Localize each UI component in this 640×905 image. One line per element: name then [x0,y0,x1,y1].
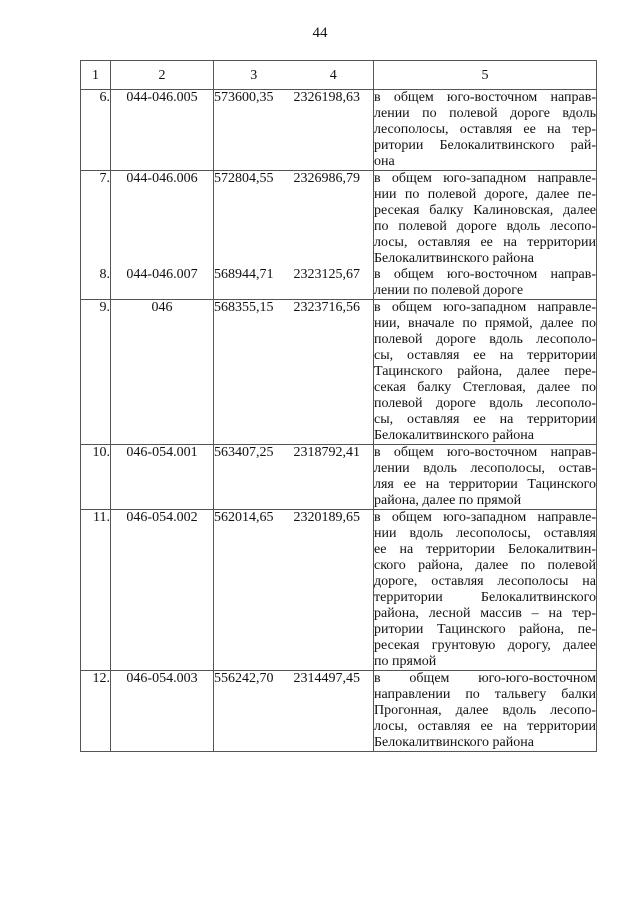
point-code: 044-046.006 [111,171,214,268]
description-line: секая балку Стегловая, далее по [374,380,596,395]
header-col-3: 3 [214,61,294,90]
description-line: дороге, оставляя лесополосы на [374,574,596,589]
header-col-4: 4 [294,61,374,90]
description-line: ритории Тацинского района, пе- [374,622,596,637]
header-col-2: 2 [111,61,214,90]
coordinate-x: 563407,25 [214,445,294,510]
description-line: лосы, оставляя ее на территории [374,235,596,250]
row-number: 8. [81,267,111,300]
description-line: она [374,154,395,169]
route-description [374,510,597,671]
row-number: 12. [81,671,111,752]
boundary-table [80,60,597,752]
coordinate-y: 2326986,79 [294,171,374,268]
table-header-row [81,61,597,90]
point-code: 046-054.003 [111,671,214,752]
coordinate-x: 568944,71 [214,267,294,300]
point-code: 044-046.005 [111,90,214,171]
route-description [374,445,597,510]
row-number: 10. [81,445,111,510]
description-line: в общем юго-восточном направ- [374,267,596,282]
point-code: 046-054.002 [111,510,214,671]
description-line: в общем юго-юго-восточном [374,671,596,686]
coordinate-y: 2314497,45 [294,671,374,752]
description-line: Белокалитвинского района [374,428,534,443]
description-line: Тацинского района, далее пере- [374,364,596,379]
route-description [374,267,597,300]
description-line: в общем юго-западном направле- [374,171,596,186]
route-description [374,300,597,445]
row-number: 11. [81,510,111,671]
table-row [81,171,597,268]
route-description [374,171,597,268]
description-line: ресекая грунтовую дорогу, далее [374,638,596,653]
table-row [81,445,597,510]
description-line: лении по полевой дороге вдоль [374,106,596,121]
coordinate-x: 568355,15 [214,300,294,445]
description-line: нии вдоль лесополосы, оставляя [374,526,596,541]
description-line: в общем юго-западном направле- [374,510,596,525]
description-line: направлении по тальвегу балки [374,687,596,702]
description-line: ляя ее на территории Тацинского [374,477,596,492]
description-line: ритории Белокалитвинского рай- [374,138,596,153]
row-number: 6. [81,90,111,171]
description-line: по прямой [374,654,437,669]
description-line: лении вдоль лесополосы, остав- [374,461,596,476]
description-line: лесополосы, оставляя ее на тер- [374,122,596,137]
description-line: Прогонная, далее вдоль лесопо- [374,703,596,718]
description-line: нии, вначале по прямой, далее по [374,316,596,331]
header-col-1: 1 [81,61,111,90]
table-row [81,510,597,671]
description-line: территории Белокалитвинского [374,590,596,605]
description-line: ского района, далее по полевой [374,558,596,573]
page-number: 44 [312,25,328,41]
route-description [374,671,597,752]
description-line: в общем юго-восточном направ- [374,445,596,460]
point-code: 046-054.001 [111,445,214,510]
table-row [81,671,597,752]
description-line: сы, оставляя ее на территории [374,348,596,363]
coordinate-y: 2318792,41 [294,445,374,510]
coordinate-x: 573600,35 [214,90,294,171]
table-row [81,267,597,300]
point-code: 044-046.007 [111,267,214,300]
description-line: полевой дороге вдоль лесополо- [374,396,596,411]
description-line: по полевой дороге вдоль лесопо- [374,219,596,234]
table-row [81,300,597,445]
coordinate-y: 2320189,65 [294,510,374,671]
row-number: 9. [81,300,111,445]
point-code: 046 [111,300,214,445]
coordinate-y: 2323716,56 [294,300,374,445]
coordinate-x: 572804,55 [214,171,294,268]
coordinate-y: 2326198,63 [294,90,374,171]
description-line: ресекая балку Калиновская, далее [374,203,596,218]
table-row [81,90,597,171]
description-line: в общем юго-восточном направ- [374,90,596,105]
description-line: лении по полевой дороге [374,283,524,298]
coordinate-y: 2323125,67 [294,267,374,300]
route-description [374,90,597,171]
description-line: в общем юго-западном направле- [374,300,596,315]
coordinate-x: 556242,70 [214,671,294,752]
description-line: района, далее по прямой [374,493,522,508]
description-line: нии по полевой дороге, далее пе- [374,187,596,202]
header-col-5: 5 [374,61,597,90]
description-line: ее на территории Белокалитвин- [374,542,596,557]
description-line: Белокалитвинского района [374,251,534,266]
description-line: лосы, оставляя ее на территории [374,719,596,734]
row-number: 7. [81,171,111,268]
coordinate-x: 562014,65 [214,510,294,671]
description-line: Белокалитвинского района [374,735,534,750]
description-line: полевой дороге вдоль лесополо- [374,332,596,347]
description-line: сы, оставляя ее на территории [374,412,596,427]
description-line: района, лесной массив – на тер- [374,606,596,621]
